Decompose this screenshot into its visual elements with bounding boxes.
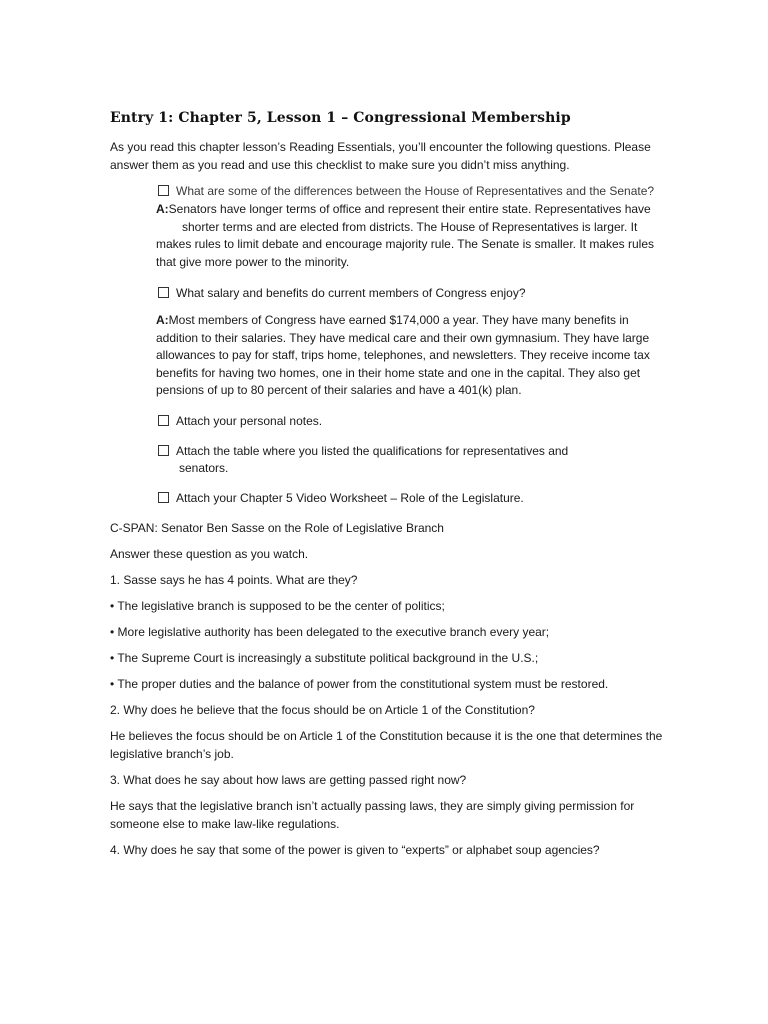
answer-prefix: A: <box>156 313 169 327</box>
cspan-question-3: 3. What does he say about how laws are getting passed right now? <box>110 772 467 787</box>
checklist-text: Attach your personal notes. <box>176 413 323 428</box>
cspan-question-2: 2. Why does he believe that the focus should be on Article 1 of the Constitution? <box>110 702 535 717</box>
cspan-question-1: 1. Sasse says he has 4 points. What are they? <box>110 572 358 587</box>
cspan-bullet-2: • More legislative authority has been delegated to the executive branch every year; <box>110 624 550 639</box>
checkbox[interactable] <box>158 445 169 456</box>
checkbox[interactable] <box>158 415 169 426</box>
cspan-heading: C-SPAN: Senator Ben Sasse on the Role of Legislative Branch <box>110 520 444 535</box>
intro-paragraph: As you read this chapter lesson’s Reading Essentials, you’ll encounter the following questions. Please answer them as you read and use this checklist to make sure you didn’t miss anything. <box>110 140 651 172</box>
document-page <box>110 108 670 859</box>
cspan-instruction: Answer these question as you watch. <box>110 546 309 561</box>
question-text: What are some of the differences between the House of Representatives and the Senate? <box>176 184 655 198</box>
checkbox[interactable] <box>158 287 169 298</box>
checkbox[interactable] <box>158 492 169 503</box>
checklist-text-continued: senators. <box>179 460 229 475</box>
answer-prefix: A: <box>156 202 169 216</box>
checklist-item-attach-worksheet <box>156 490 666 507</box>
checklist-text: Attach your Chapter 5 Video Worksheet – Role of the Legislature. <box>176 490 524 505</box>
checkbox[interactable] <box>158 185 169 196</box>
cspan-bullet-4: • The proper duties and the balance of power from the constitutional system must be restored. <box>110 676 609 691</box>
answer-paragraph <box>156 201 666 271</box>
checklist-item-salary <box>156 285 666 400</box>
checklist-item-attach-notes <box>156 413 666 430</box>
cspan-bullet-3: • The Supreme Court is increasingly a substitute political background in the U.S.; <box>110 650 539 665</box>
cspan-question-4: 4. Why does he say that some of the power is given to “experts” or alphabet soup agencies? <box>110 842 600 857</box>
question-text: What salary and benefits do current members of Congress enjoy? <box>176 286 526 300</box>
answer-paragraph <box>156 312 666 400</box>
checklist-question <box>156 285 666 302</box>
checklist-question <box>156 183 666 200</box>
cspan-bullet-1: • The legislative branch is supposed to be the center of politics; <box>110 598 445 613</box>
cspan-answer-2: He believes the focus should be on Article 1 of the Constitution because it is the one that determines the legislative branch’s job. <box>110 728 663 761</box>
cspan-answer-3: He says that the legislative branch isn’t actually passing laws, they are simply giving permission for someone else to make law-like regulations. <box>110 798 635 831</box>
checklist-item-house-senate <box>156 183 666 271</box>
checklist-text: Attach the table where you listed the qualifications for representatives and <box>176 443 569 458</box>
answer-text-part2: shorter terms and are elected from districts. The House of Representatives is larger. It makes rules to limit debate and encourage majority rule. The Senate is smaller. It makes rules that give more power to the minority. <box>156 219 655 269</box>
checklist-item-attach-table <box>156 443 666 477</box>
answer-text-part1: Senators have longer terms of office and represent their entire state. Representatives have <box>168 202 651 216</box>
answer-text: Most members of Congress have earned $174,000 a year. They have many benefits in addition to their salaries. They have medical care and their own gymnasium. They have large allowances to pay for staff, trips home, telephones, and newsletters. They receive income tax benefits for having two homes, one in their home state and one in the capital. They also get pensions of up to 80 percent of their salaries and have a 401(k) plan. <box>156 313 650 397</box>
entry-title: Entry 1: Chapter 5, Lesson 1 – Congressional Membership <box>110 110 571 126</box>
